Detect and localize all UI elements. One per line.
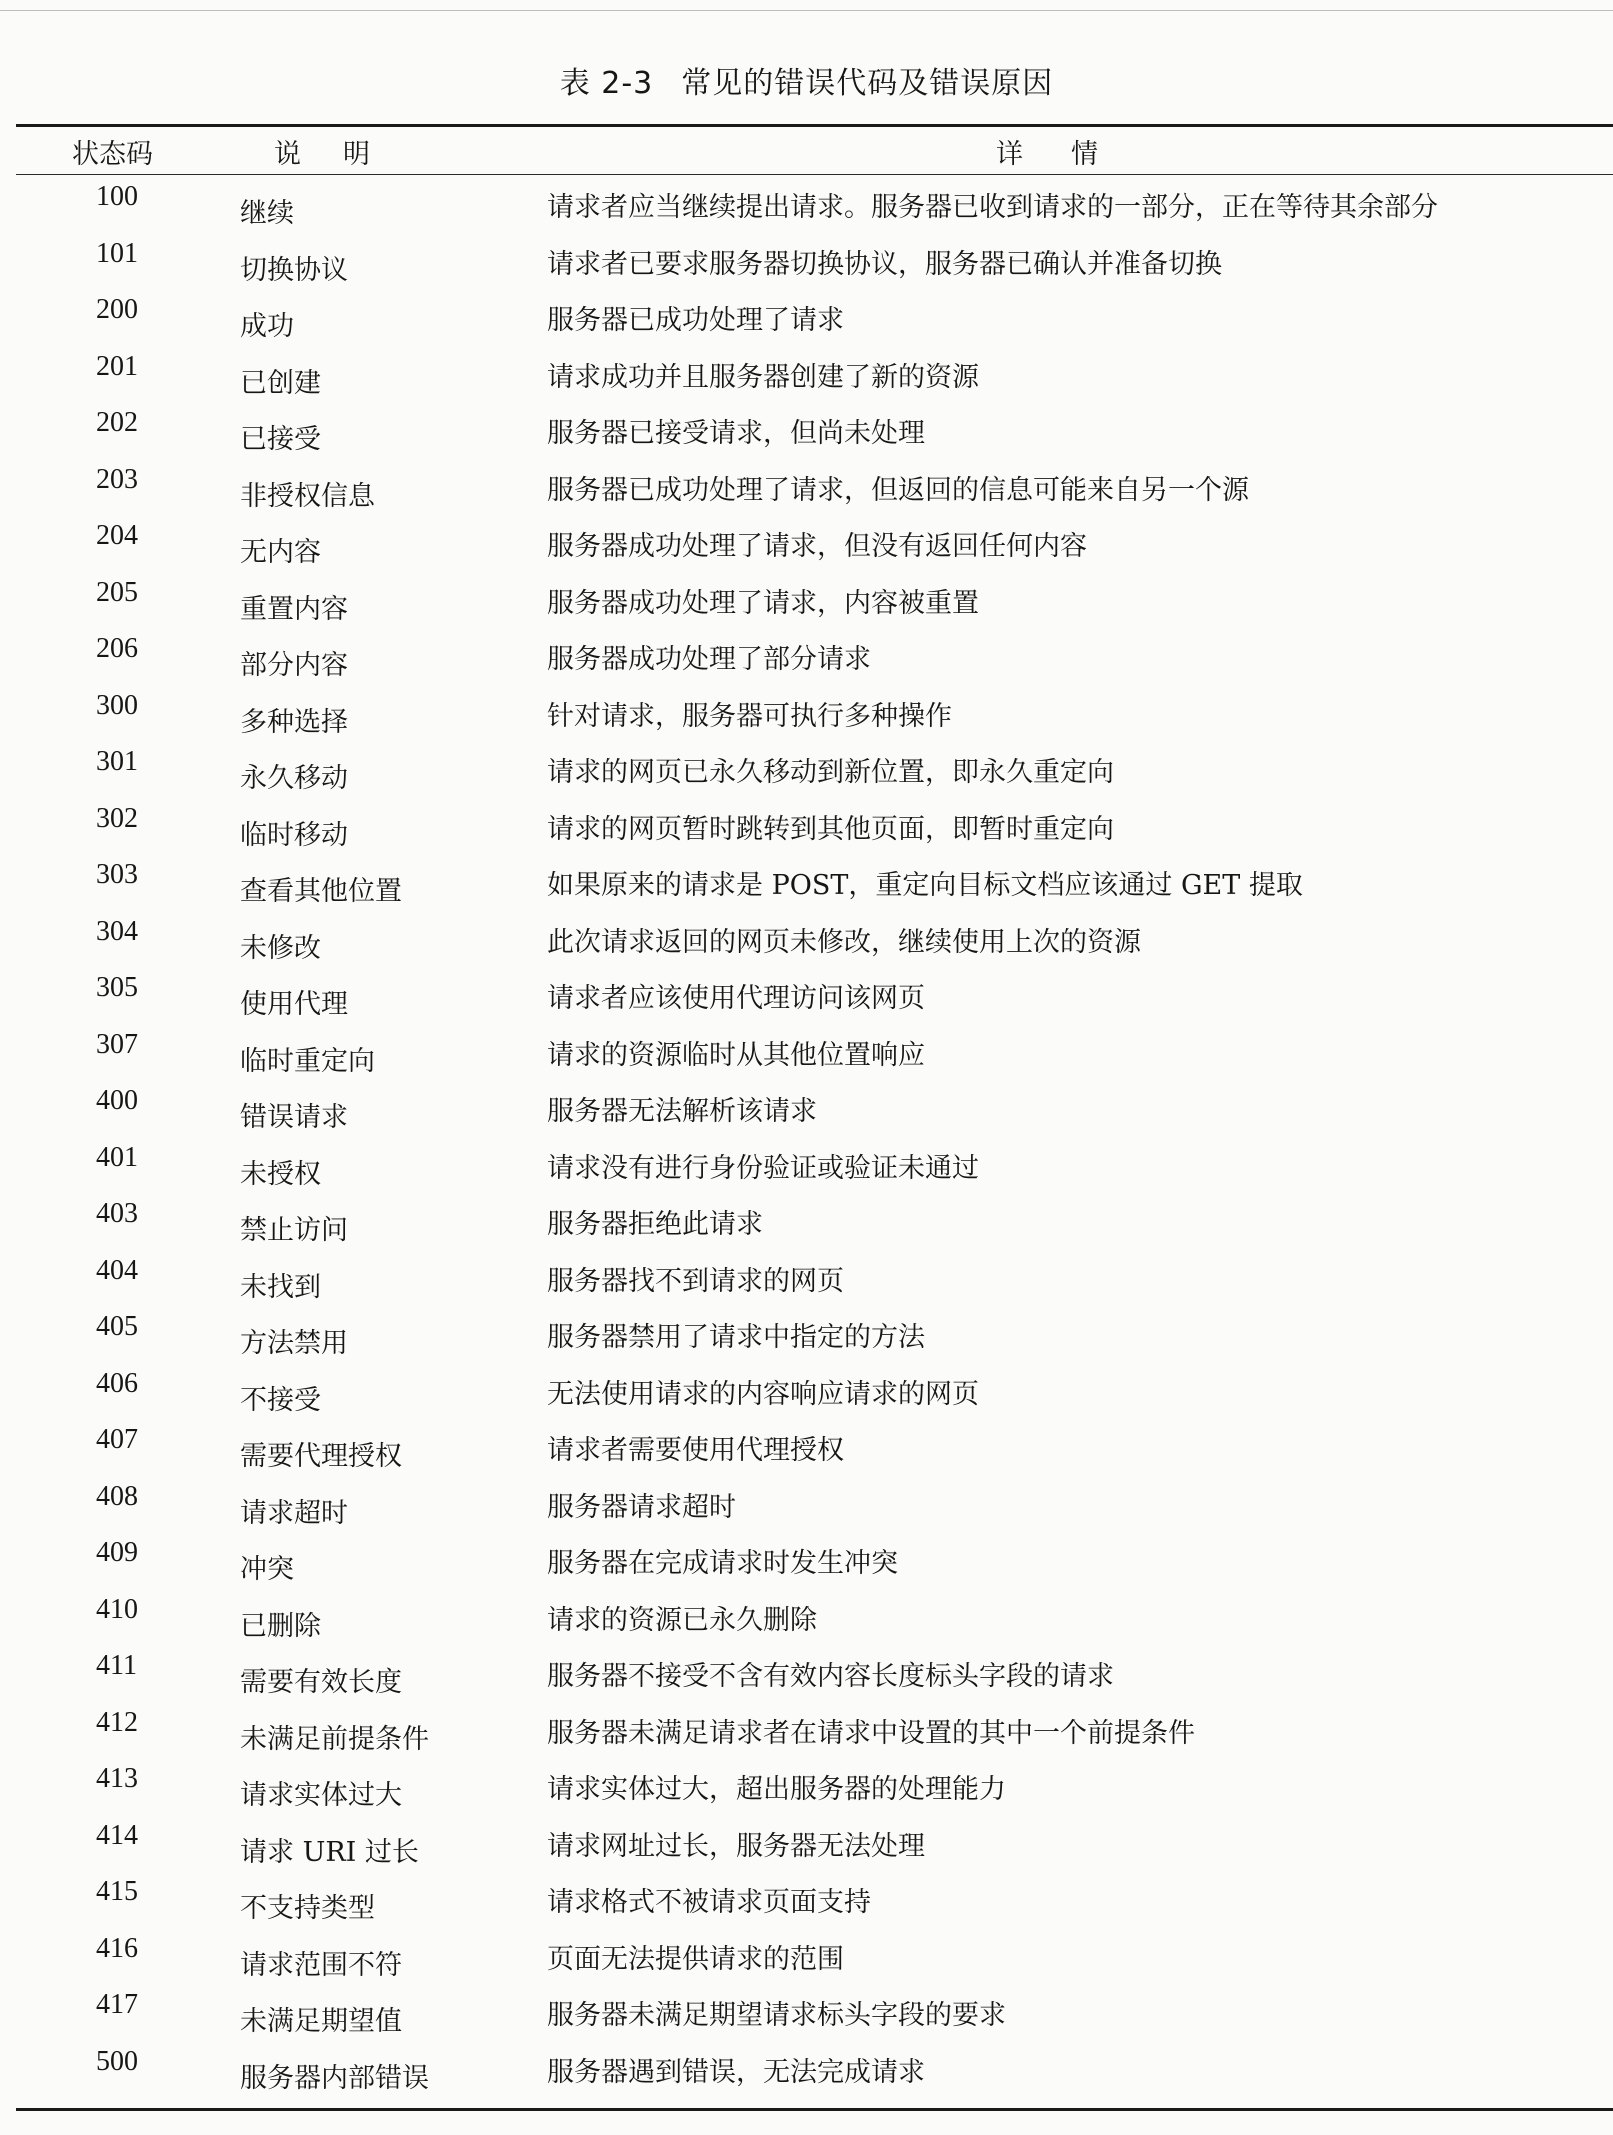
- status-detail: 请求格式不被请求页面支持: [547, 1887, 871, 1918]
- table-row: [0, 916, 1613, 972]
- status-code: 411: [96, 1650, 137, 1681]
- table-row: [0, 181, 1613, 237]
- status-detail: 请求者已要求服务器切换协议，服务器已确认并准备切换: [547, 248, 1222, 280]
- header-description: 说明: [274, 139, 412, 170]
- table-row: [0, 464, 1613, 520]
- status-description: 成功: [240, 311, 294, 342]
- table-row: [0, 1481, 1613, 1537]
- status-description: 请求 URI 过长: [240, 1836, 419, 1868]
- status-detail: 服务器禁用了请求中指定的方法: [547, 1322, 925, 1353]
- status-detail: 服务器未满足期望请求标头字段的要求: [547, 2000, 1006, 2031]
- status-detail: 请求者需要使用代理授权: [547, 1435, 844, 1466]
- status-description: 需要有效长度: [240, 1667, 402, 1698]
- status-detail: 服务器成功处理了部分请求: [547, 644, 871, 675]
- table-row: [0, 633, 1613, 689]
- status-detail: 服务器成功处理了请求，内容被重置: [547, 587, 979, 619]
- status-detail: 服务器拒绝此请求: [547, 1209, 763, 1240]
- status-description: 方法禁用: [240, 1328, 348, 1359]
- status-description: 切换协议: [240, 254, 348, 286]
- table-row: [0, 690, 1613, 746]
- status-description: 不支持类型: [240, 1893, 375, 1924]
- status-detail: 服务器请求超时: [547, 1491, 736, 1523]
- status-detail: 请求者应当继续提出请求。服务器已收到请求的一部分，正在等待其余部分: [547, 192, 1438, 223]
- status-description: 已接受: [240, 424, 321, 455]
- table-row: [0, 1255, 1613, 1311]
- status-code: 409: [96, 1537, 138, 1568]
- table-row: [0, 1311, 1613, 1367]
- status-code: 307: [96, 1028, 138, 1060]
- status-description: 无内容: [240, 537, 321, 568]
- status-code: 206: [96, 633, 138, 664]
- status-description: 未修改: [240, 932, 321, 964]
- status-detail: 请求的网页已永久移动到新位置，即永久重定向: [547, 757, 1114, 788]
- status-description: 请求超时: [240, 1497, 348, 1529]
- status-description: 请求范围不符: [240, 1949, 402, 1981]
- table-row: [0, 407, 1613, 463]
- status-code: 414: [96, 1819, 138, 1851]
- status-code: 412: [96, 1706, 138, 1738]
- status-detail: 请求实体过大，超出服务器的处理能力: [547, 1774, 1006, 1805]
- status-code: 408: [96, 1480, 138, 1512]
- status-detail: 服务器找不到请求的网页: [547, 1265, 844, 1297]
- status-detail: 如果原来的请求是 POST，重定向目标文档应该通过 GET 提取: [547, 870, 1303, 901]
- status-description: 临时重定向: [240, 1045, 375, 1077]
- status-code: 403: [96, 1198, 138, 1229]
- header-detail: 详情: [996, 139, 1146, 170]
- status-description: 非授权信息: [240, 480, 375, 512]
- status-detail: 页面无法提供请求的范围: [547, 1943, 844, 1975]
- status-detail: 请求成功并且服务器创建了新的资源: [547, 361, 979, 393]
- table-row: [0, 520, 1613, 576]
- status-code: 101: [96, 237, 138, 269]
- table-row: [0, 1933, 1613, 1989]
- table-row: [0, 859, 1613, 915]
- status-code: 205: [96, 576, 138, 608]
- table-bottom-rule: [16, 2108, 1613, 2111]
- status-code: 305: [96, 972, 138, 1003]
- status-description: 查看其他位置: [240, 876, 402, 907]
- status-description: 未授权: [240, 1158, 321, 1190]
- table-row: [0, 972, 1613, 1028]
- table-row: [0, 1989, 1613, 2045]
- status-code: 405: [96, 1311, 138, 1342]
- status-code: 201: [96, 350, 138, 382]
- status-code: 203: [96, 463, 138, 495]
- status-detail: 服务器无法解析该请求: [547, 1096, 817, 1127]
- status-description: 未满足期望值: [240, 2006, 402, 2037]
- table-row: [0, 577, 1613, 633]
- status-code: 302: [96, 802, 138, 834]
- status-code: 200: [96, 294, 138, 325]
- table-row: [0, 1198, 1613, 1254]
- status-code: 413: [96, 1763, 138, 1794]
- status-description: 使用代理: [240, 989, 348, 1020]
- table-caption: [0, 58, 1613, 102]
- status-detail: 服务器未满足请求者在请求中设置的其中一个前提条件: [547, 1717, 1195, 1749]
- table-row: [0, 1876, 1613, 1932]
- status-description: 服务器内部错误: [240, 2062, 429, 2094]
- status-description: 永久移动: [240, 763, 348, 794]
- status-description: 已创建: [240, 367, 321, 399]
- status-description: 不接受: [240, 1384, 321, 1416]
- table-row: [0, 1594, 1613, 1650]
- status-detail: 针对请求，服务器可执行多种操作: [547, 700, 952, 732]
- table-row: [0, 1537, 1613, 1593]
- status-detail: 服务器成功处理了请求，但没有返回任何内容: [547, 531, 1087, 562]
- status-code: 204: [96, 520, 138, 551]
- table-row: [0, 294, 1613, 350]
- table-row: [0, 746, 1613, 802]
- table-title: 常见的错误代码及错误原因: [681, 66, 1054, 101]
- status-detail: 服务器在完成请求时发生冲突: [547, 1548, 898, 1579]
- table-row: [0, 1085, 1613, 1141]
- status-code: 100: [96, 181, 138, 212]
- table-row: [0, 1707, 1613, 1763]
- status-detail: 服务器不接受不含有效内容长度标头字段的请求: [547, 1661, 1114, 1692]
- header-status-code: 状态码: [72, 139, 153, 170]
- status-description: 继续: [240, 198, 294, 229]
- status-code: 404: [96, 1254, 138, 1286]
- status-detail: 服务器已成功处理了请求，但返回的信息可能来自另一个源: [547, 474, 1249, 506]
- status-code: 202: [96, 407, 138, 438]
- status-code: 401: [96, 1141, 138, 1173]
- status-detail: 无法使用请求的内容响应请求的网页: [547, 1378, 979, 1410]
- status-code: 417: [96, 1989, 138, 2020]
- status-description: 禁止访问: [240, 1215, 348, 1246]
- status-description: 部分内容: [240, 650, 348, 681]
- status-code: 406: [96, 1367, 138, 1399]
- status-description: 错误请求: [240, 1102, 348, 1133]
- table-number: 表 2-3: [559, 66, 654, 101]
- status-code: 407: [96, 1424, 138, 1455]
- table-row: [0, 1820, 1613, 1876]
- status-code: 301: [96, 746, 138, 777]
- status-description: 未找到: [240, 1271, 321, 1303]
- status-description: 需要代理授权: [240, 1441, 402, 1472]
- status-code: 304: [96, 915, 138, 947]
- status-code: 300: [96, 689, 138, 721]
- status-description: 重置内容: [240, 593, 348, 625]
- table-row: [0, 1763, 1613, 1819]
- table-top-rule: [16, 124, 1613, 127]
- table-row: [0, 351, 1613, 407]
- status-description: 临时移动: [240, 819, 348, 851]
- status-detail: 服务器遇到错误，无法完成请求: [547, 2056, 925, 2088]
- status-detail: 请求网址过长，服务器无法处理: [547, 1830, 925, 1862]
- status-detail: 请求者应该使用代理访问该网页: [547, 983, 925, 1014]
- status-detail: 请求的资源临时从其他位置响应: [547, 1039, 925, 1071]
- table-row: [0, 1142, 1613, 1198]
- status-description: 请求实体过大: [240, 1780, 402, 1811]
- table-row: [0, 2046, 1613, 2102]
- status-description: 未满足前提条件: [240, 1723, 429, 1755]
- status-code: 400: [96, 1085, 138, 1116]
- status-description: 多种选择: [240, 706, 348, 738]
- status-code: 303: [96, 859, 138, 890]
- status-description: 已删除: [240, 1610, 321, 1642]
- status-code: 415: [96, 1876, 138, 1907]
- status-detail: 服务器已接受请求，但尚未处理: [547, 418, 925, 449]
- status-detail: 此次请求返回的网页未修改，继续使用上次的资源: [547, 926, 1141, 958]
- page-top-rule: [0, 10, 1613, 11]
- table-row: [0, 1029, 1613, 1085]
- status-code: 416: [96, 1932, 138, 1964]
- table-header-rule: [16, 174, 1613, 175]
- table-row: [0, 1650, 1613, 1706]
- status-detail: 服务器已成功处理了请求: [547, 305, 844, 336]
- table-row: [0, 1424, 1613, 1480]
- status-code: 500: [96, 2045, 138, 2077]
- status-detail: 请求没有进行身份验证或验证未通过: [547, 1152, 979, 1184]
- status-code: 410: [96, 1593, 138, 1625]
- table-row: [0, 238, 1613, 294]
- status-description: 冲突: [240, 1554, 294, 1585]
- status-detail: 请求的资源已永久删除: [547, 1604, 817, 1636]
- status-detail: 请求的网页暂时跳转到其他页面，即暂时重定向: [547, 813, 1114, 845]
- table-row: [0, 1368, 1613, 1424]
- table-header: [0, 128, 1613, 170]
- table-row: [0, 803, 1613, 859]
